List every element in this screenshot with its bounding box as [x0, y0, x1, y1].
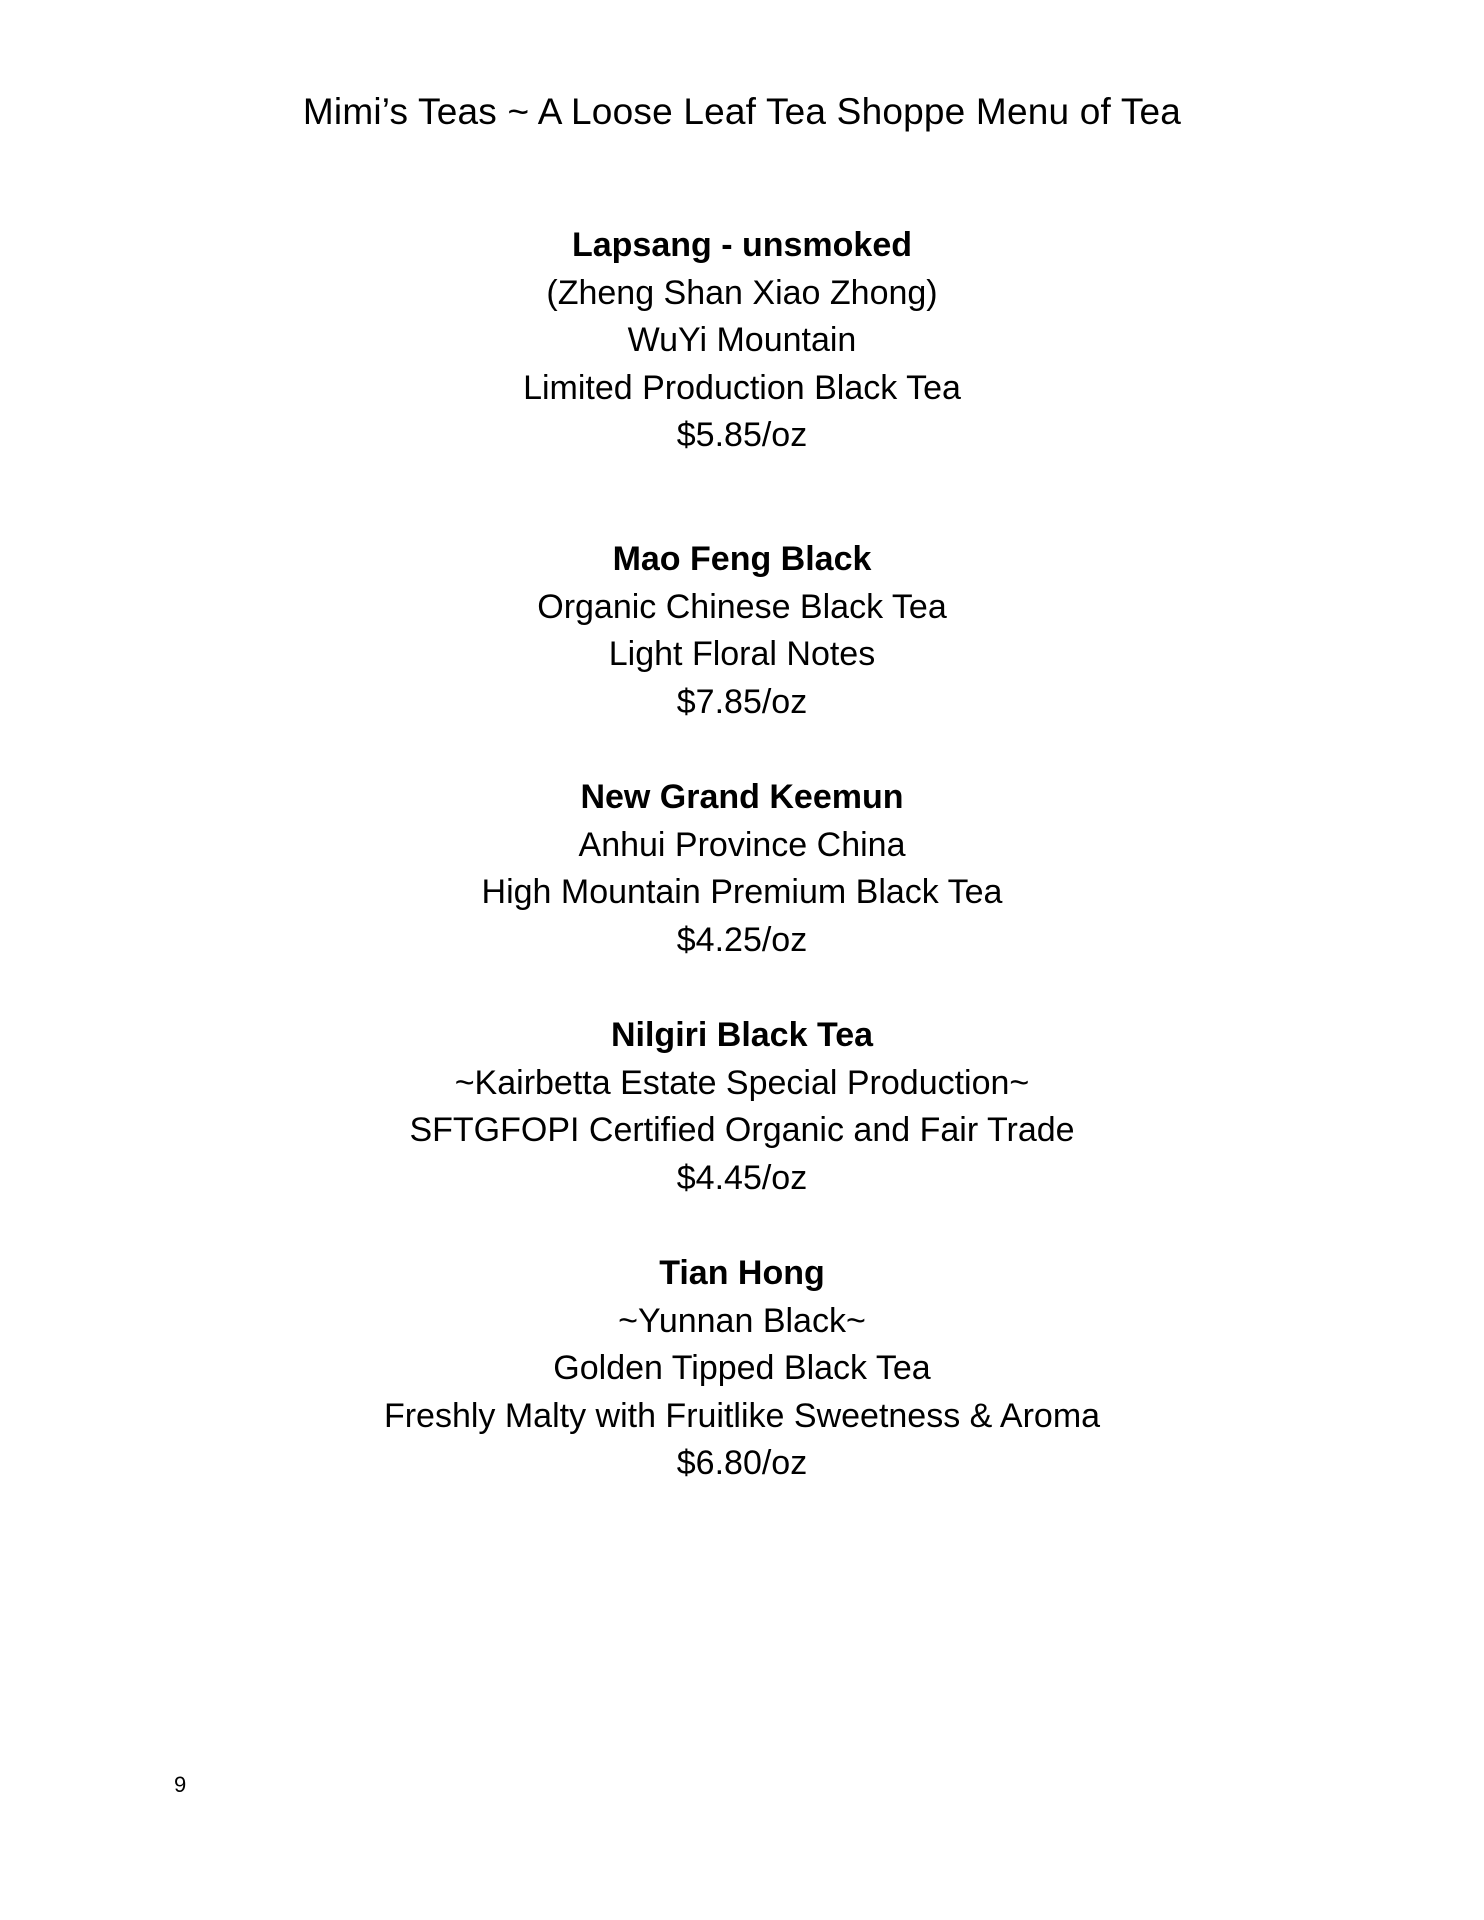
- tea-price: $6.80/oz: [676, 1444, 808, 1482]
- tea-price: $7.85/oz: [676, 682, 808, 721]
- tea-name: New Grand Keemun: [580, 778, 904, 816]
- tea-name: Mao Feng Black: [612, 540, 872, 578]
- page-title: Mimi’s Teas ~ A Loose Leaf Tea Shoppe Menu of Tea: [302, 91, 1182, 132]
- tea-detail: SFTGFOPI Certified Organic and Fair Trade: [409, 1111, 1075, 1149]
- tea-price: $4.25/oz: [676, 920, 808, 959]
- tea-item-keemun: [0, 774, 1484, 964]
- tea-item-tian-hong: [0, 1250, 1484, 1488]
- tea-detail: Limited Production Black Tea: [523, 368, 961, 407]
- tea-detail: Organic Chinese Black Tea: [537, 587, 947, 626]
- tea-detail: ~Yunnan Black~: [618, 1301, 866, 1340]
- tea-item-mao-feng: [0, 536, 1484, 726]
- tea-name: Nilgiri Black Tea: [610, 1016, 874, 1054]
- tea-name: Lapsang - unsmoked: [571, 226, 913, 264]
- tea-detail: High Mountain Premium Black Tea: [481, 873, 1003, 911]
- page-number: 9: [174, 1772, 187, 1797]
- tea-price: $4.45/oz: [676, 1158, 808, 1197]
- tea-item-nilgiri: [0, 1012, 1484, 1202]
- tea-item-lapsang: [0, 222, 1484, 460]
- tea-detail: Freshly Malty with Fruitlike Sweetness & Aroma: [383, 1396, 1101, 1435]
- tea-detail: Anhui Province China: [578, 825, 906, 864]
- tea-detail: Golden Tipped Black Tea: [553, 1349, 931, 1387]
- tea-name: Tian Hong: [659, 1254, 825, 1292]
- tea-price: $5.85/oz: [676, 416, 808, 454]
- tea-detail: Light Floral Notes: [608, 635, 876, 673]
- tea-detail: WuYi Mountain: [627, 321, 857, 359]
- tea-detail: ~Kairbetta Estate Special Production~: [454, 1063, 1030, 1102]
- tea-detail: (Zheng Shan Xiao Zhong): [546, 273, 938, 312]
